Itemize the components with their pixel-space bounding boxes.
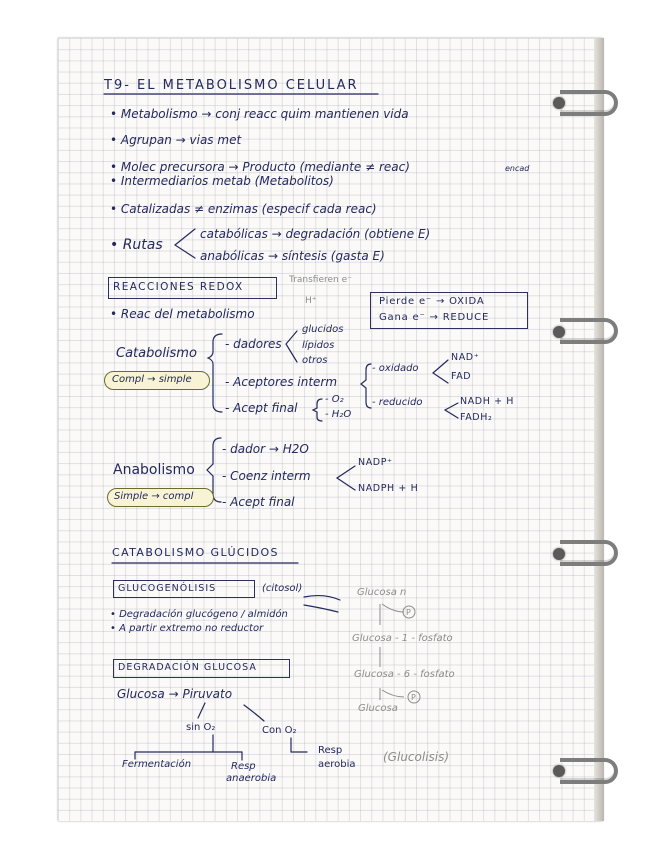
acept-final-anabolismo: - Acept final	[222, 495, 295, 509]
rutas-label: • Rutas	[110, 237, 163, 253]
fermentacion-label: Fermentación	[122, 759, 192, 770]
con-o2-label: Con O₂	[262, 725, 297, 736]
catalizadas-line: • Catalizadas ≠ enzimas (especif cada reac)	[110, 202, 377, 216]
phosphate-label-1: P	[406, 608, 411, 617]
transfieren-note: Transfieren e⁻	[289, 275, 352, 285]
nadph-item: NADPH + H	[358, 483, 419, 494]
fadh2-item: FADH₂	[460, 412, 493, 423]
catabolismo-glucidos-heading: CATABOLISMO GLÚCIDOS	[112, 546, 279, 559]
sin-o2-label: sin O₂	[186, 722, 216, 733]
resp-aerobia-label: Resp	[318, 745, 343, 756]
dador-line: - dador → H2O	[222, 442, 309, 456]
acept-final-label: - Acept final	[225, 401, 298, 415]
otros-item: otros	[302, 355, 328, 366]
catabolismo-label: Catabolismo	[116, 346, 197, 361]
glucosa-1-fosfato-label: Glucosa - 1 - fosfato	[352, 633, 453, 644]
encad-note: encad	[505, 164, 530, 173]
glucidos-item: glucidos	[302, 324, 344, 335]
pierde-line: Pierde e⁻ → OXIDA	[379, 296, 485, 307]
degradacion-glucosa-heading: DEGRADACIÓN GLUCOSA	[118, 662, 257, 673]
molec-line: • Molec precursora → Producto (mediante ≠ reac)	[110, 160, 410, 174]
agrupan-line: • Agrupan → vias met	[110, 133, 242, 147]
degradacion-glucogeno-line: • Degradación glucógeno / almidón	[110, 609, 288, 620]
intermediarios-line: • Intermediarios metab (Metabolitos)	[110, 174, 334, 188]
fad-item: FAD	[451, 371, 472, 382]
catabolicas-line: catabólicas → degradación (obtiene E)	[200, 227, 431, 241]
nad-item: NAD⁺	[451, 352, 480, 363]
glucosa-label: Glucosa	[358, 703, 398, 714]
h2o-item: - H₂O	[325, 409, 352, 420]
oxidado-label: - oxidado	[372, 363, 419, 374]
anabolismo-badge: Simple → compl	[114, 491, 194, 502]
glucogenolisis-heading: GLUCOGENÓLISIS	[118, 583, 217, 594]
aceptores-label: - Aceptores interm	[225, 375, 338, 389]
glucosa-6-fosfato-label: Glucosa - 6 - fosfato	[354, 669, 455, 680]
nadp-item: NADP⁺	[358, 457, 393, 468]
reac-del-metabolismo: • Reac del metabolismo	[110, 307, 255, 321]
dadores-label: - dadores	[225, 337, 282, 351]
coenz-line: - Coenz interm	[222, 469, 311, 483]
gana-line: Gana e⁻ → REDUCE	[379, 312, 490, 323]
catabolismo-badge: Compl → simple	[112, 374, 192, 385]
glucolisis-note: (Glucolisis)	[383, 750, 450, 764]
a-partir-line: • A partir extremo no reductor	[110, 623, 264, 634]
glucosa-n-label: Glucosa n	[357, 587, 407, 598]
page-title: T9- EL METABOLISMO CELULAR	[104, 78, 359, 93]
anabolicas-line: anabólicas → síntesis (gasta E)	[200, 249, 385, 263]
citosol-label: (citosol)	[262, 583, 303, 594]
metabolismo-definition: • Metabolismo → conj reacc quim mantienen vida	[110, 107, 409, 121]
redox-heading: REACCIONES REDOX	[113, 281, 244, 293]
reducido-label: - reducido	[372, 397, 423, 408]
aerobia-label: aerobia	[318, 759, 356, 770]
nadh-item: NADH + H	[460, 396, 515, 407]
o2-item: - O₂	[325, 394, 344, 405]
lipidos-item: lípidos	[302, 340, 335, 351]
anabolismo-label: Anabolismo	[113, 462, 195, 478]
h-plus-note: H⁺	[305, 296, 317, 306]
resp-anaerobia-label: Resp	[231, 761, 256, 772]
glucosa-piruvato-line: Glucosa → Piruvato	[117, 687, 233, 701]
phosphate-label-2: P	[411, 693, 416, 702]
anaerobia-label: anaerobia	[226, 773, 277, 784]
